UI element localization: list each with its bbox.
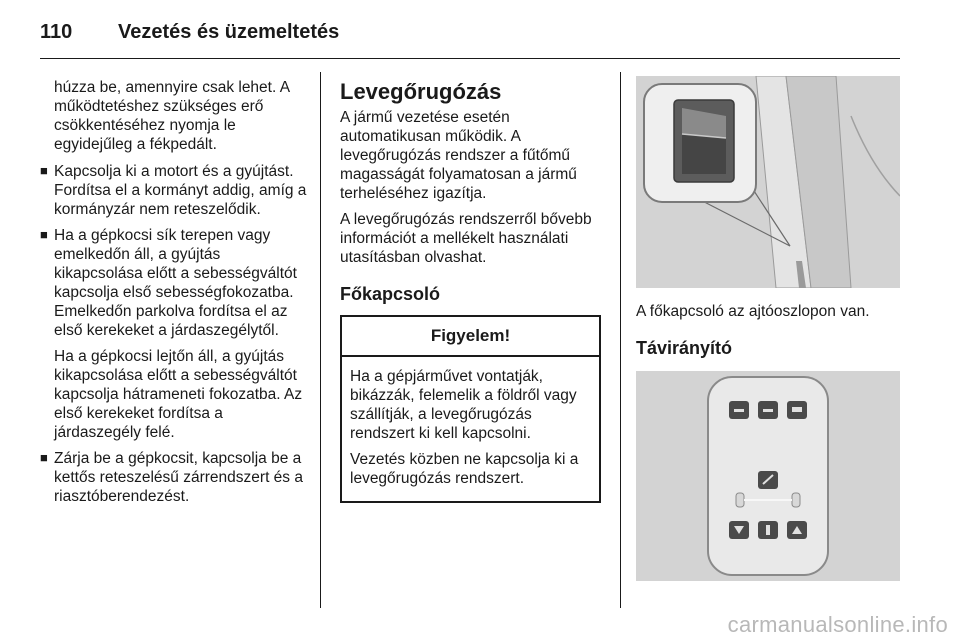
column-divider-1 xyxy=(320,72,321,608)
column-middle xyxy=(340,80,605,503)
bullet-square-icon: ■ xyxy=(40,450,48,465)
notice-box xyxy=(340,315,601,503)
remote-control-drawing xyxy=(636,371,900,581)
header-rule xyxy=(40,58,900,59)
column-divider-2 xyxy=(620,72,621,608)
watermark: carmanualsonline.info xyxy=(727,612,948,637)
subheading: Főkapcsoló xyxy=(340,284,441,304)
notice-paragraph: Vezetés közben ne kapcsolja ki a levegőrugózás rendszert. xyxy=(350,451,579,487)
paragraph: A jármű vezetése esetén automatikusan működik. A levegőrugózás rendszer a fűtőmű magasságát folyamatosan a jármű terheléséhez igazítja. xyxy=(340,109,577,202)
column-left xyxy=(40,78,308,513)
bullet-item xyxy=(40,226,308,442)
bullet-text: Ha a gépkocsi sík terepen vagy emelkedőn áll, a gyújtás kikapcsolása előtt a sebességváltót kapcsolja első sebességfokozatba. Emelkedőn parkolva fordítsa el az első kerekeket a járdaszegélytől. xyxy=(54,227,297,339)
remote-control-illustration xyxy=(636,371,900,581)
image-caption: A főkapcsoló az ajtóoszlopon van. xyxy=(636,303,870,320)
subheading: Távirányító xyxy=(636,338,733,358)
paragraph: A levegőrugózás rendszerről bővebb információt a mellékelt használati utasításban olvashat. xyxy=(340,211,592,266)
section-heading: Levegőrugózás xyxy=(340,79,502,104)
bullet-item xyxy=(40,449,308,506)
page-header xyxy=(40,18,900,58)
page-title: Vezetés és üzemeltetés xyxy=(118,21,340,43)
notice-body xyxy=(342,357,599,501)
bullet-square-icon: ■ xyxy=(40,227,48,242)
notice-paragraph: Ha a gépjárművet vontatják, bikázzák, felemelik a földről vagy szállítják, a levegőrugózás rendszert ki kell kapcsolni. xyxy=(350,368,577,442)
main-switch-illustration xyxy=(636,76,900,288)
column-right xyxy=(636,76,902,581)
notice-title: Figyelem! xyxy=(342,317,599,357)
bullet-text: Kapcsolja ki a motort és a gyújtást. Fordítsa el a kormányt addig, amíg a kormányzár nem reteszelődik. xyxy=(54,163,307,218)
bullet-item xyxy=(40,162,308,219)
bullet-text: Ha a gépkocsi lejtőn áll, a gyújtás kikapcsolása előtt a sebességváltót kapcsolja hátrameneti fokozatba. Az első kerekeket fordítsa a járdaszegély felé. xyxy=(54,348,303,441)
door-pillar-switch-drawing xyxy=(636,76,900,288)
continued-paragraph: húzza be, amennyire csak lehet. A működtetéshez szükséges erő csökkentéséhez nyomja le egyidejűleg a fékpedált. xyxy=(54,79,290,153)
page-number: 110 xyxy=(40,21,73,43)
bullet-list xyxy=(40,162,308,506)
bullet-text: Zárja be a gépkocsit, kapcsolja be a kettős reteszelésű zárrendszert és a riasztóberendezést. xyxy=(54,450,303,505)
bullet-square-icon: ■ xyxy=(40,163,48,178)
